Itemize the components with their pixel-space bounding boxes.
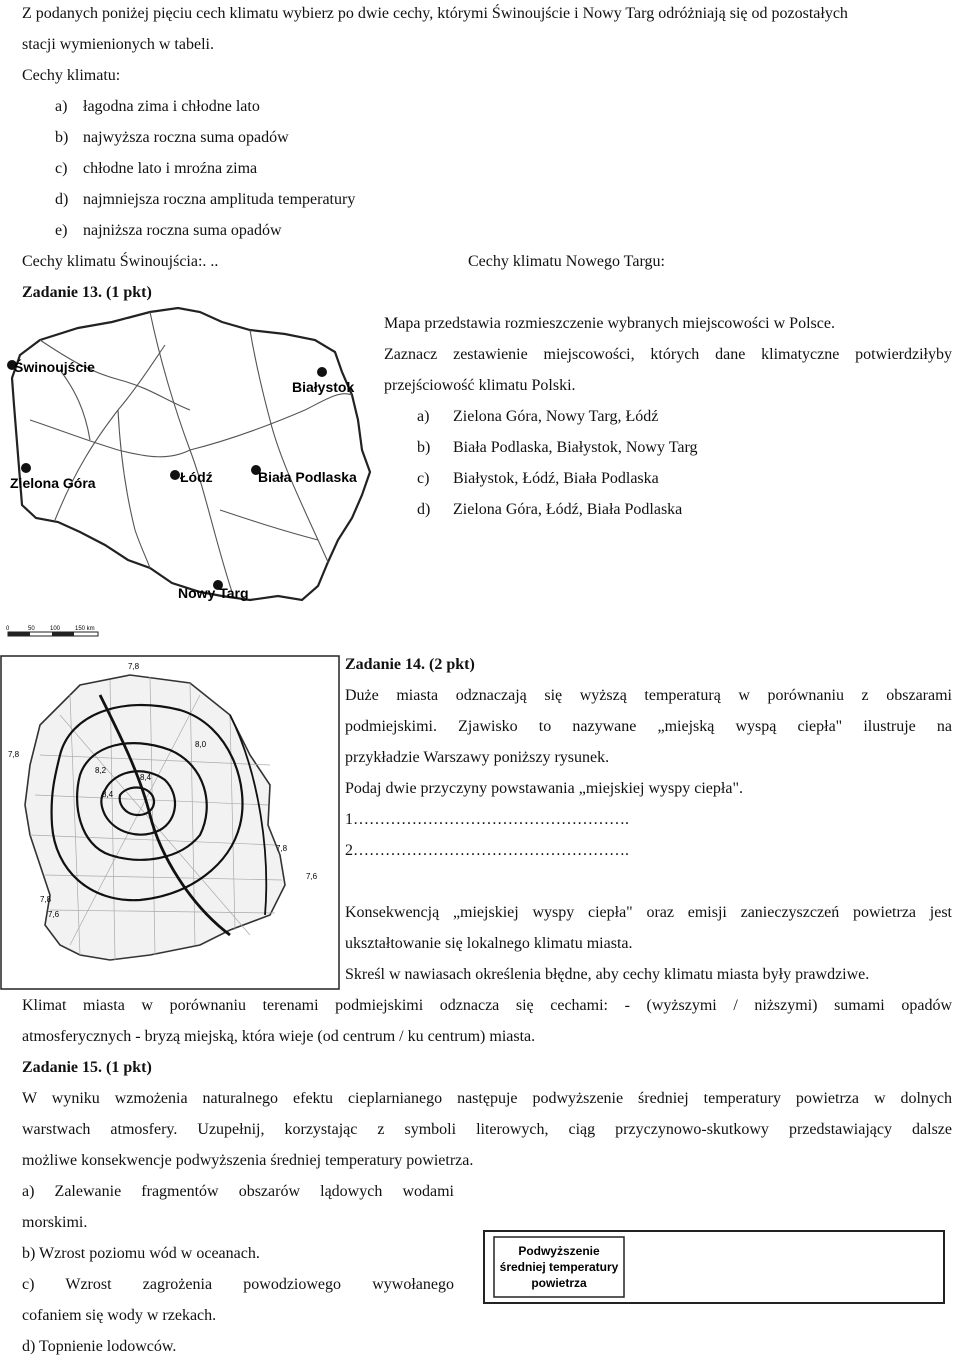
task13-points: (1 pkt) bbox=[106, 284, 152, 301]
task14-text: Skreśl w nawiasach określenia błędne, aby cechy klimatu miasta były prawdziwe. bbox=[345, 966, 870, 983]
feature-letter: b) bbox=[55, 129, 69, 146]
option-letter: b) bbox=[417, 439, 431, 456]
task13-option[interactable] bbox=[417, 438, 698, 458]
task13-option[interactable] bbox=[417, 500, 682, 520]
isotherm-label: 7,6 bbox=[48, 910, 60, 919]
task13-option[interactable] bbox=[417, 469, 659, 489]
task14-title: Zadanie 14. bbox=[345, 656, 426, 673]
task14-points: (2 pkt) bbox=[429, 656, 475, 673]
task15-points: (1 pkt) bbox=[106, 1059, 152, 1076]
task15-option-c-cont: cofaniem się wody w rzekach. bbox=[22, 1307, 217, 1324]
chain-box-text: powietrza bbox=[531, 1276, 587, 1290]
task15-option-d: d) Topnienie lodowców. bbox=[22, 1338, 177, 1355]
feature-text: chłodne lato i mroźna zima bbox=[83, 160, 258, 177]
feature-letter: a) bbox=[55, 98, 68, 115]
scale-label: 50 bbox=[28, 626, 35, 632]
city-label-bialystok: Białystok bbox=[292, 379, 355, 395]
feature-item bbox=[55, 190, 355, 210]
task15-option-b: b) Wzrost poziomu wód w oceanach. bbox=[22, 1245, 260, 1262]
city-dot bbox=[21, 463, 31, 473]
task15-text: warstwach atmosfery. Uzupełnij, korzystając z symboli literowych, ciąg przyczynowo-skutkowy przedstawiający dalsze bbox=[22, 1121, 952, 1138]
task15-option-a-cont: morskimi. bbox=[22, 1214, 88, 1231]
option-letter: d) bbox=[417, 501, 431, 518]
task15-option-a: a) Zalewanie fragmentów obszarów lądowych wodami bbox=[22, 1183, 454, 1200]
isotherm-label: 8,4 bbox=[140, 773, 152, 782]
task14-text: Podaj dwie przyczyny powstawania „miejskiej wyspy ciepła". bbox=[345, 780, 743, 797]
scale-label: 100 bbox=[50, 626, 61, 632]
map-scale-bar bbox=[6, 626, 98, 636]
city-dot bbox=[317, 367, 327, 377]
feature-letter: e) bbox=[55, 222, 68, 239]
task14-text: atmosferycznych - bryzą miejską, która wieje (od centrum / ku centrum) miasta. bbox=[22, 1028, 536, 1045]
option-text: Zielona Góra, Nowy Targ, Łódź bbox=[453, 408, 659, 425]
option-text: Białystok, Łódź, Biała Podlaska bbox=[453, 470, 659, 487]
task14-text: Klimat miasta w porównaniu terenami podmiejskimi odznacza się cechami: - (wyższymi / niższymi) sumami opadów bbox=[22, 997, 952, 1014]
task14-text: Duże miasta odznaczają się wyższą temperaturą w porównaniu z obszarami bbox=[345, 687, 952, 704]
chain-box-text: Podwyższenie bbox=[518, 1244, 600, 1258]
task14-text: ukształtowanie się lokalnego klimatu miasta. bbox=[345, 935, 633, 952]
feature-text: łagodna zima i chłodne lato bbox=[83, 98, 260, 115]
feature-item bbox=[55, 159, 257, 179]
feature-item bbox=[55, 97, 260, 117]
isotherm-label: 7,8 bbox=[128, 662, 140, 671]
warsaw-heat-island-map bbox=[0, 655, 340, 990]
task13-text: przejściowość klimatu Polski. bbox=[384, 377, 576, 394]
isotherm-label: 8,0 bbox=[195, 740, 207, 749]
isotherm-label: 7,8 bbox=[276, 844, 288, 853]
option-letter: a) bbox=[417, 408, 430, 425]
city-label-biala-podlaska: Biała Podlaska bbox=[258, 469, 357, 485]
task13-option[interactable] bbox=[417, 407, 658, 427]
task15-heading bbox=[22, 1058, 152, 1078]
feature-text: najwyższa roczna suma opadów bbox=[83, 129, 289, 146]
feature-item bbox=[55, 221, 282, 241]
isotherm-label: 8,4 bbox=[102, 790, 114, 799]
intro-text-line: stacji wymienionych w tabeli. bbox=[22, 36, 214, 53]
task14-text: przykładzie Warszawy poniższy rysunek. bbox=[345, 749, 610, 766]
scale-label: 0 bbox=[6, 626, 10, 632]
feature-text: najniższa roczna suma opadów bbox=[83, 222, 282, 239]
task15-text: możliwe konsekwencje podwyższenia średniej temperatury powietrza. bbox=[22, 1152, 474, 1169]
city-label-zielona-gora: Zielona Góra bbox=[10, 475, 96, 491]
task15-option-c: c) Wzrost zagrożenia powodziowego wywołanego bbox=[22, 1276, 454, 1293]
answer-blank-1[interactable]: 1……………………………………………. bbox=[345, 811, 629, 828]
answer-blank-2[interactable]: 2……………………………………………. bbox=[345, 842, 629, 859]
intro-text-line: Z podanych poniżej pięciu cech klimatu wybierz po dwie cechy, którymi Świnoujście i Nowy Targ odróżniają się od pozostałych bbox=[22, 5, 848, 22]
map-rivers bbox=[30, 312, 355, 592]
feature-text: najmniejsza roczna amplituda temperatury bbox=[83, 191, 356, 208]
task13-text: Mapa przedstawia rozmieszczenie wybranych miejscowości w Polsce. bbox=[384, 315, 835, 332]
nowy-targ-answer-label: Cechy klimatu Nowego Targu: bbox=[468, 253, 665, 270]
isotherm-label: 7,6 bbox=[306, 872, 318, 881]
option-text: Biała Podlaska, Białystok, Nowy Targ bbox=[453, 439, 698, 456]
task13-text: Zaznacz zestawienie miejscowości, których dane klimatyczne potwierdziłyby bbox=[384, 346, 952, 363]
option-text: Zielona Góra, Łódź, Biała Podlaska bbox=[453, 501, 683, 518]
task14-text: podmiejskimi. Zjawisko to nazywane „miejską wyspą ciepła" ilustruje na bbox=[345, 718, 952, 735]
isotherm-label: 8,2 bbox=[95, 766, 107, 775]
feature-item bbox=[55, 128, 289, 148]
scale-label: 150 km bbox=[75, 626, 95, 632]
task15-title: Zadanie 15. bbox=[22, 1059, 103, 1076]
features-header: Cechy klimatu: bbox=[22, 67, 121, 84]
task14-heading bbox=[345, 655, 475, 675]
city-label-nowy-targ: Nowy Targ bbox=[178, 585, 249, 601]
feature-letter: c) bbox=[55, 160, 68, 177]
task14-text: Konsekwencją „miejskiej wyspy ciepła" oraz emisji zanieczyszczeń powietrza jest bbox=[345, 904, 952, 921]
isotherm-label: 7,8 bbox=[8, 750, 20, 759]
task13-title: Zadanie 13. bbox=[22, 284, 103, 301]
city-label-lodz: Łódź bbox=[180, 469, 213, 485]
poland-map bbox=[0, 300, 375, 645]
option-letter: c) bbox=[417, 470, 430, 487]
task15-text: W wyniku wzmożenia naturalnego efektu cieplarnianego następuje podwyższenie średniej temperatury powietrza w dolnych bbox=[22, 1090, 952, 1107]
city-label-swinoujscie: Świnoujście bbox=[14, 359, 95, 375]
feature-letter: d) bbox=[55, 191, 69, 208]
isotherm-label: 7,8 bbox=[40, 895, 52, 904]
chain-box-text: średniej temperatury bbox=[499, 1260, 619, 1274]
city-dot bbox=[170, 470, 180, 480]
swinoujscie-answer-label: Cechy klimatu Świnoujścia:. .. bbox=[22, 253, 219, 270]
cause-effect-chain bbox=[478, 1225, 960, 1310]
